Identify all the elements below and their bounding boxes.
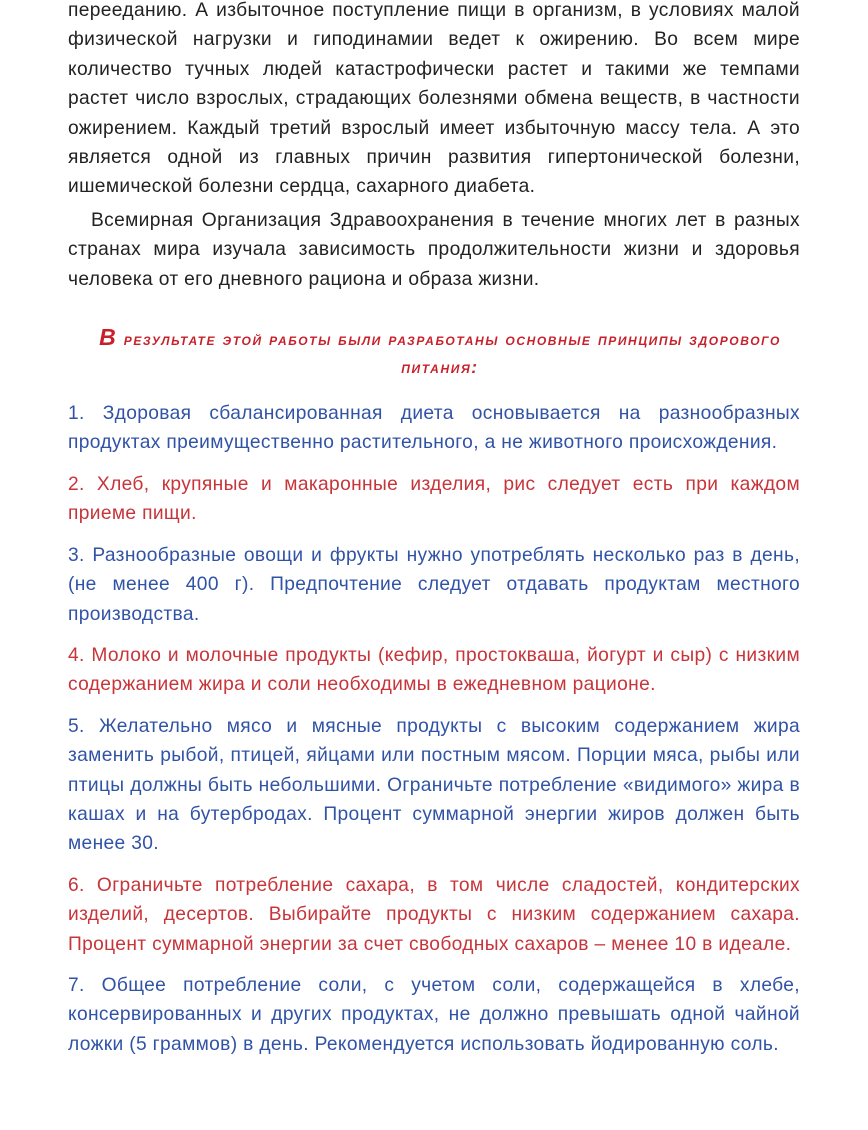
intro-paragraph: перееданию. А избыточное поступление пищи в организм, в условиях малой физической нагрузки и гиподинамии ведет к ожирению. Во всем мире количество тучных людей катастрофически растет и такими же темпами растет число взрослых, страдающих болезнями обмена веществ, в частности ожирением. Каждый третий взрослый имеет избыточную массу тела. А это является одной из главных причин развития гипертонической болезни, ишемической болезни сердца, сахарного диабета. bbox=[68, 0, 800, 198]
principle-item: 7. Общее потребление соли, с учетом соли, содержащейся в хлебе, консервированных и других продуктах, не должно превышать одной чайной ложки (5 граммов) в день. Рекомендуется использовать йодированную соль. bbox=[68, 974, 800, 1055]
heading-initial: В bbox=[99, 324, 118, 351]
section-heading bbox=[68, 323, 800, 381]
intro-paragraph: Всемирная Организация Здравоохранения в течение многих лет в разных странах мира изучала зависимость продолжительности жизни и здоровья человека от его дневного рациона и образа жизни. bbox=[68, 209, 800, 290]
heading-text: результате этой работы были разработаны основные принципы здорового питания: bbox=[123, 329, 781, 378]
principle-item: 6. Ограничьте потребление сахара, в том числе сладостей, кондитерских изделий, десертов. Выбирайте продукты с низким содержанием сахара. Процент суммарной энергии за счет свободных сахаров – менее 10 в идеале. bbox=[68, 874, 800, 955]
principle-item: 5. Желательно мясо и мясные продукты с высоким содержанием жира заменить рыбой, птицей, яйцами или постным мясом. Порции мяса, рыбы или птицы должны быть небольшими. Ограничьте потребление «видимого» жира в кашах и на бутербродах. Процент суммарной энергии жиров должен быть менее 30. bbox=[68, 715, 800, 855]
principle-item: 2. Хлеб, крупяные и макаронные изделия, рис следует есть при каждом приеме пищи. bbox=[68, 473, 800, 525]
principle-item: 3. Разнообразные овощи и фрукты нужно употреблять несколько раз в день, (не менее 400 г). Предпочтение следует отдавать продуктам местного производства. bbox=[68, 544, 800, 625]
principle-item: 1. Здоровая сбалансированная диета основывается на разнообразных продуктах преимущественно растительного, а не животного происхождения. bbox=[68, 403, 800, 454]
principle-item: 4. Молоко и молочные продукты (кефир, простокваша, йогурт и сыр) с низким содержанием жира и соли необходимы в ежедневном рационе. bbox=[68, 644, 800, 696]
document-page bbox=[68, 0, 800, 1071]
